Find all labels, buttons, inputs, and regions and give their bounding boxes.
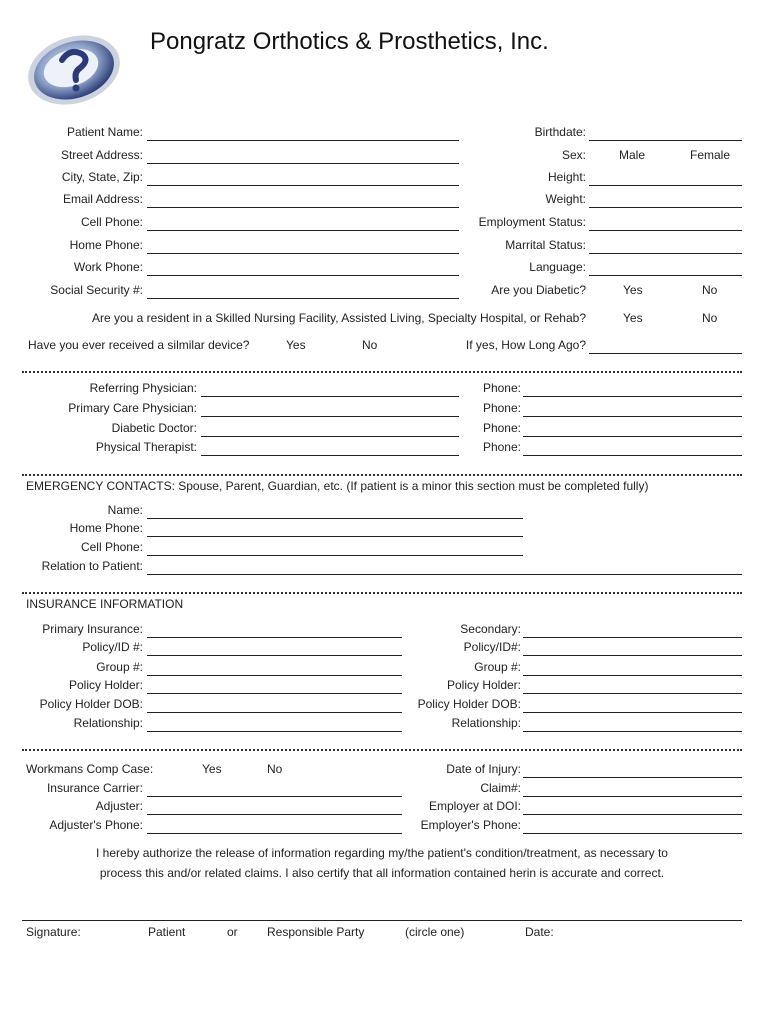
height-label: Height: (547, 170, 586, 184)
cell-phone-field[interactable] (147, 230, 459, 231)
secondary-policy-holder-dob-field[interactable] (523, 712, 742, 713)
company-title: Pongratz Orthotics & Prosthetics, Inc. (150, 28, 549, 55)
adjuster-phone-label: Adjuster's Phone: (49, 818, 143, 832)
diabetic-label: Are you Diabetic? (491, 283, 586, 297)
employment-field[interactable] (589, 230, 742, 231)
street-address-label: Street Address: (60, 148, 143, 162)
company-logo (24, 30, 124, 106)
emergency-name-label: Name: (107, 503, 143, 517)
workers-comp-yes-option[interactable]: Yes (202, 762, 222, 776)
cell-phone-label: Cell Phone: (80, 215, 143, 229)
diabetic-doctor-label: Diabetic Doctor: (111, 421, 197, 435)
date-of-injury-field[interactable] (523, 777, 742, 778)
referring-physician-field[interactable] (201, 396, 459, 397)
physical-therapist-field[interactable] (201, 455, 459, 456)
patient-name-label: Patient Name: (66, 125, 143, 139)
height-field[interactable] (589, 185, 742, 186)
group-field[interactable] (147, 675, 402, 676)
secondary-policy-holder-field[interactable] (523, 693, 742, 694)
work-phone-field[interactable] (147, 275, 459, 276)
resident-no-option[interactable]: No (702, 311, 718, 325)
device-no-option[interactable]: No (362, 338, 378, 352)
secondary-group-label: Group #: (474, 660, 521, 674)
signature-line[interactable] (22, 920, 742, 921)
policy-holder-dob-label: Policy Holder DOB: (39, 697, 143, 711)
employer-doi-field[interactable] (523, 814, 742, 815)
authorization-line-2: process this and/or related claims. I also certify that all information contained herin is accurate and correct. (99, 866, 665, 880)
emergency-home-phone-field[interactable] (147, 536, 523, 537)
section-divider (22, 749, 742, 751)
therapist-phone-field[interactable] (523, 455, 742, 456)
workers-comp-no-option[interactable]: No (267, 762, 283, 776)
work-phone-label: Work Phone: (73, 260, 143, 274)
insurance-heading: INSURANCE INFORMATION (26, 597, 184, 611)
weight-field[interactable] (589, 207, 742, 208)
resident-yes-option[interactable]: Yes (623, 311, 643, 325)
email-label: Email Address: (62, 192, 143, 206)
section-divider (22, 474, 742, 476)
secondary-insurance-label: Secondary: (460, 622, 521, 636)
diabetic-doctor-field[interactable] (201, 436, 459, 437)
ssn-field[interactable] (147, 298, 459, 299)
sex-label: Sex: (561, 148, 586, 162)
secondary-policy-id-label: Policy/ID#: (463, 640, 521, 654)
birthdate-field[interactable] (589, 140, 742, 141)
policy-holder-field[interactable] (147, 693, 402, 694)
home-phone-label: Home Phone: (69, 238, 143, 252)
referring-phone-field[interactable] (523, 396, 742, 397)
signature-patient-option[interactable]: Patient (148, 925, 186, 939)
marital-field[interactable] (589, 253, 742, 254)
email-field[interactable] (147, 207, 459, 208)
street-address-field[interactable] (147, 163, 459, 164)
signature-date-label: Date: (525, 925, 554, 939)
section-divider (22, 592, 742, 594)
relationship-label: Relationship: (73, 716, 143, 730)
emergency-cell-phone-field[interactable] (147, 555, 523, 556)
sex-male-option[interactable]: Male (619, 148, 646, 162)
city-state-zip-label: City, State, Zip: (61, 170, 143, 184)
patient-name-field[interactable] (147, 140, 459, 141)
primary-phone-field[interactable] (523, 416, 742, 417)
diabetic-no-option[interactable]: No (702, 283, 718, 297)
relationship-field[interactable] (147, 731, 402, 732)
city-state-zip-field[interactable] (147, 185, 459, 186)
policy-id-field[interactable] (147, 655, 402, 656)
date-of-injury-label: Date of Injury: (446, 762, 521, 776)
resident-question: Are you a resident in a Skilled Nursing Facility, Assisted Living, Specialty Hospital, or Rehab? (91, 311, 586, 325)
claim-label: Claim#: (480, 781, 521, 795)
primary-phone-label: Phone: (482, 401, 521, 415)
signature-or-text: or (227, 925, 238, 939)
language-field[interactable] (589, 275, 742, 276)
emergency-cell-phone-label: Cell Phone: (80, 540, 143, 554)
signature-label: Signature: (26, 925, 81, 939)
policy-id-label: Policy/ID #: (82, 640, 143, 654)
weight-label: Weight: (545, 192, 586, 206)
claim-field[interactable] (523, 796, 742, 797)
employer-phone-field[interactable] (523, 833, 742, 834)
insurance-carrier-label: Insurance Carrier: (46, 781, 143, 795)
secondary-relationship-field[interactable] (523, 731, 742, 732)
secondary-relationship-label: Relationship: (451, 716, 521, 730)
workers-comp-label: Workmans Comp Case: (26, 762, 154, 776)
primary-insurance-label: Primary Insurance: (42, 622, 143, 636)
device-yes-option[interactable]: Yes (286, 338, 306, 352)
employment-label: Employment Status: (478, 215, 586, 229)
employer-doi-label: Employer at DOI: (428, 799, 521, 813)
policy-holder-dob-field[interactable] (147, 712, 402, 713)
secondary-policy-id-field[interactable] (523, 655, 742, 656)
policy-holder-label: Policy Holder: (68, 678, 143, 692)
authorization-line-1: I hereby authorize the release of information regarding my/the patient's condition/treatment, as necessary to (96, 846, 668, 860)
therapist-phone-label: Phone: (482, 440, 521, 454)
diabetic-doctor-phone-label: Phone: (482, 421, 521, 435)
secondary-policy-holder-label: Policy Holder: (446, 678, 521, 692)
secondary-group-field[interactable] (523, 675, 742, 676)
group-label: Group #: (96, 660, 143, 674)
insurance-carrier-field[interactable] (147, 796, 402, 797)
employer-phone-label: Employer's Phone: (420, 818, 521, 832)
home-phone-field[interactable] (147, 253, 459, 254)
primary-care-label: Primary Care Physician: (68, 401, 197, 415)
section-divider (22, 371, 742, 373)
adjuster-field[interactable] (147, 814, 402, 815)
secondary-insurance-field[interactable] (523, 637, 742, 638)
signature-responsible-option[interactable]: Responsible Party (267, 925, 365, 939)
ssn-label: Social Security #: (50, 283, 143, 297)
birthdate-label: Birthdate: (534, 125, 586, 139)
referring-phone-label: Phone: (482, 381, 521, 395)
physical-therapist-label: Physical Therapist: (95, 440, 197, 454)
relation-field[interactable] (147, 574, 742, 575)
emergency-heading: EMERGENCY CONTACTS: Spouse, Parent, Guardian, etc. (If patient is a minor this section must be completed fully) (26, 479, 649, 493)
how-long-field[interactable] (589, 353, 742, 354)
how-long-label: If yes, How Long Ago? (465, 338, 586, 352)
secondary-policy-holder-dob-label: Policy Holder DOB: (417, 697, 521, 711)
adjuster-phone-field[interactable] (147, 833, 402, 834)
referring-physician-label: Referring Physician: (89, 381, 197, 395)
language-label: Language: (529, 260, 586, 274)
diabetic-yes-option[interactable]: Yes (623, 283, 643, 297)
emergency-home-phone-label: Home Phone: (69, 521, 143, 535)
primary-care-field[interactable] (201, 416, 459, 417)
adjuster-label: Adjuster: (95, 799, 143, 813)
device-question: Have you ever received a silmilar device? (28, 338, 250, 352)
signature-circle-note: (circle one) (405, 925, 465, 939)
emergency-name-field[interactable] (147, 518, 523, 519)
relation-label: Relation to Patient: (41, 559, 143, 573)
primary-insurance-field[interactable] (147, 637, 402, 638)
marital-label: Marrital Status: (505, 238, 586, 252)
diabetic-doctor-phone-field[interactable] (523, 436, 742, 437)
sex-female-option[interactable]: Female (690, 148, 731, 162)
